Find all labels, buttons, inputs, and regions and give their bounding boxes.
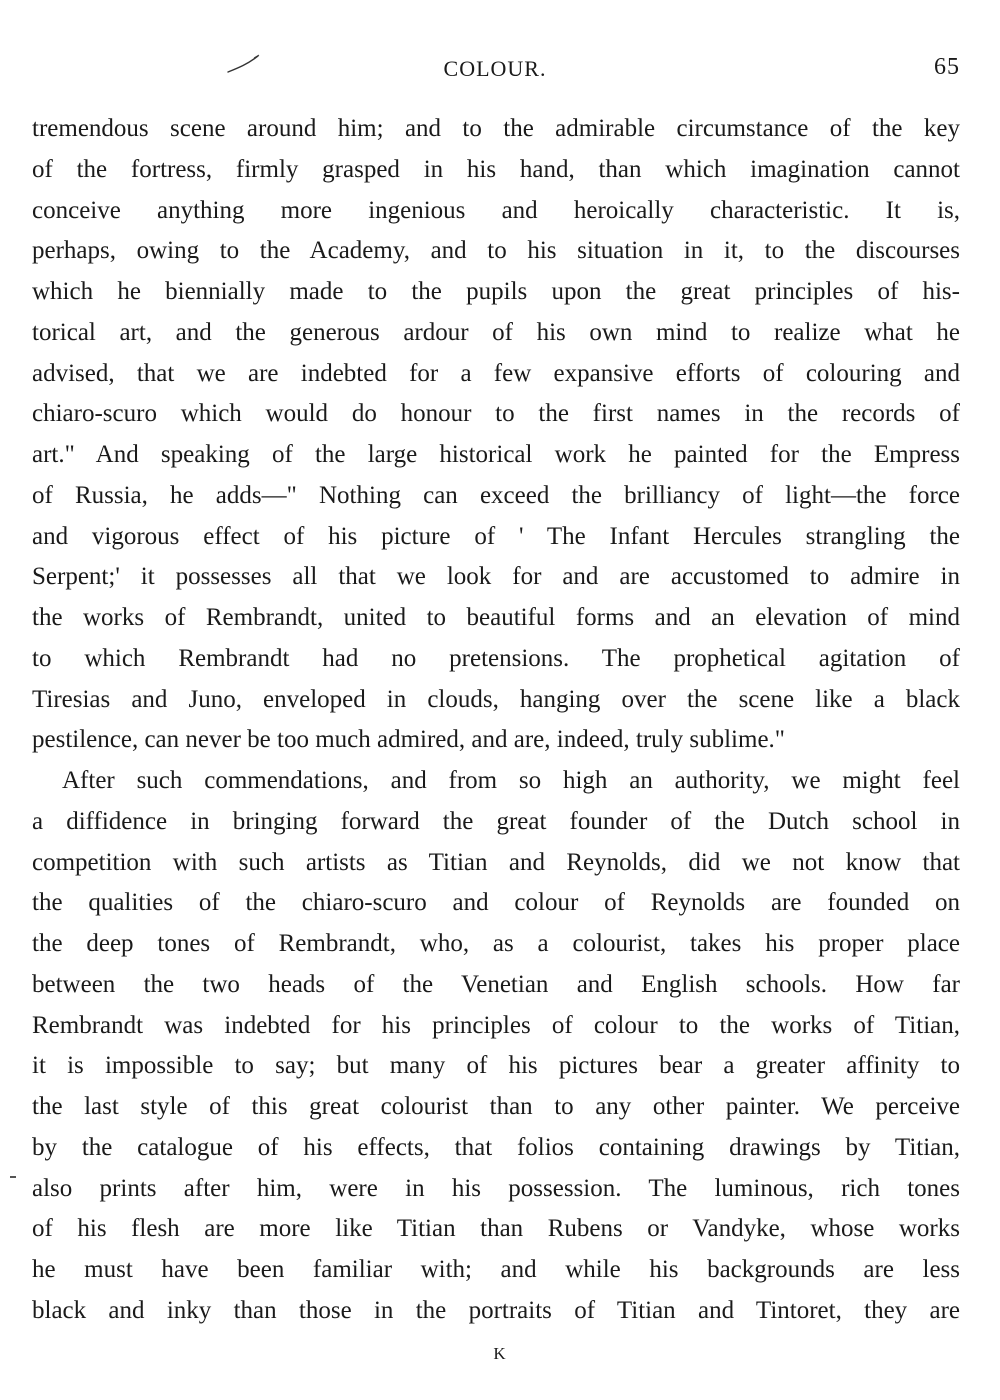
running-title: COLOUR. [443,56,547,81]
text-line: of Russia, he adds—" Nothing can exceed the brilliancy of light—the force [32,481,960,509]
text-line: it is impossible to say; but many of his pictures bear a greater affinity to [32,1052,960,1080]
text-line: competition with such artists as Titian and Reynolds, did we not know that [32,848,960,876]
text-line: Tiresias and Juno, enveloped in clouds, hanging over the scene like a black [32,685,960,713]
text-line: between the two heads of the Venetian and English schools. How far [32,970,960,998]
text-line: Serpent;' it possesses all that we look for and are accustomed to admire in [32,563,960,591]
text-line: the deep tones of Rembrandt, who, as a colourist, takes his proper place [32,930,960,957]
text-line: he must have been familiar with; and while his backgrounds are less [32,1256,960,1283]
text-line: by the catalogue of his effects, that folios containing drawings by Titian, [32,1133,960,1161]
page-number: 65 [934,54,960,80]
text-line: advised, that we are indebted for a few expansive efforts of colouring and [32,359,960,387]
text-line: chiaro-scuro which would do honour to the first names in the records of [32,400,960,428]
signature-mark: K [493,1344,507,1363]
text-line: also prints after him, were in his possession. The luminous, rich tones [32,1174,960,1202]
stray-ink-mark [10,1176,16,1178]
text-line: of the fortress, firmly grasped in his hand, than which imagination cannot [32,155,960,183]
text-line: which he biennially made to the pupils upon the great principles of his- [32,278,960,305]
text-line: tremendous scene around him; and to the admirable circumstance of the key [32,115,960,142]
text-line: black and inky than those in the portraits of Titian and Tintoret, they are [32,1296,960,1324]
text-line: pestilence, can never be too much admired, and are, indeed, truly sublime." [32,726,785,754]
text-line: of his flesh are more like Titian than Rubens or Vandyke, whose works [32,1215,960,1243]
body-text [32,109,960,1332]
text-line: perhaps, owing to the Academy, and to his situation in it, to the discourses [32,237,960,265]
text-line: the qualities of the chiaro-scuro and colour of Reynolds are founded on [32,889,960,917]
text-line: to which Rembrandt had no pretensions. The prophetical agitation of [32,644,960,672]
text-line: Rembrandt was indebted for his principles of colour to the works of Titian, [32,1011,960,1039]
text-line: and vigorous effect of his picture of ' The Infant Hercules strangling the [32,522,960,550]
text-line: the last style of this great colourist than to any other painter. We perceive [32,1093,960,1120]
pen-stroke-mark [226,52,262,76]
text-line: torical art, and the generous ardour of his own mind to realize what he [32,318,960,346]
page-header [30,50,960,86]
text-line: a diffidence in bringing forward the great founder of the Dutch school in [32,807,960,835]
text-line: the works of Rembrandt, united to beautiful forms and an elevation of mind [32,604,960,631]
text-line: conceive anything more ingenious and heroically characteristic. It is, [32,196,960,224]
text-line: art." And speaking of the large historical work he painted for the Empress [32,441,960,468]
text-line: After such commendations, and from so high an authority, we might feel [62,767,960,794]
